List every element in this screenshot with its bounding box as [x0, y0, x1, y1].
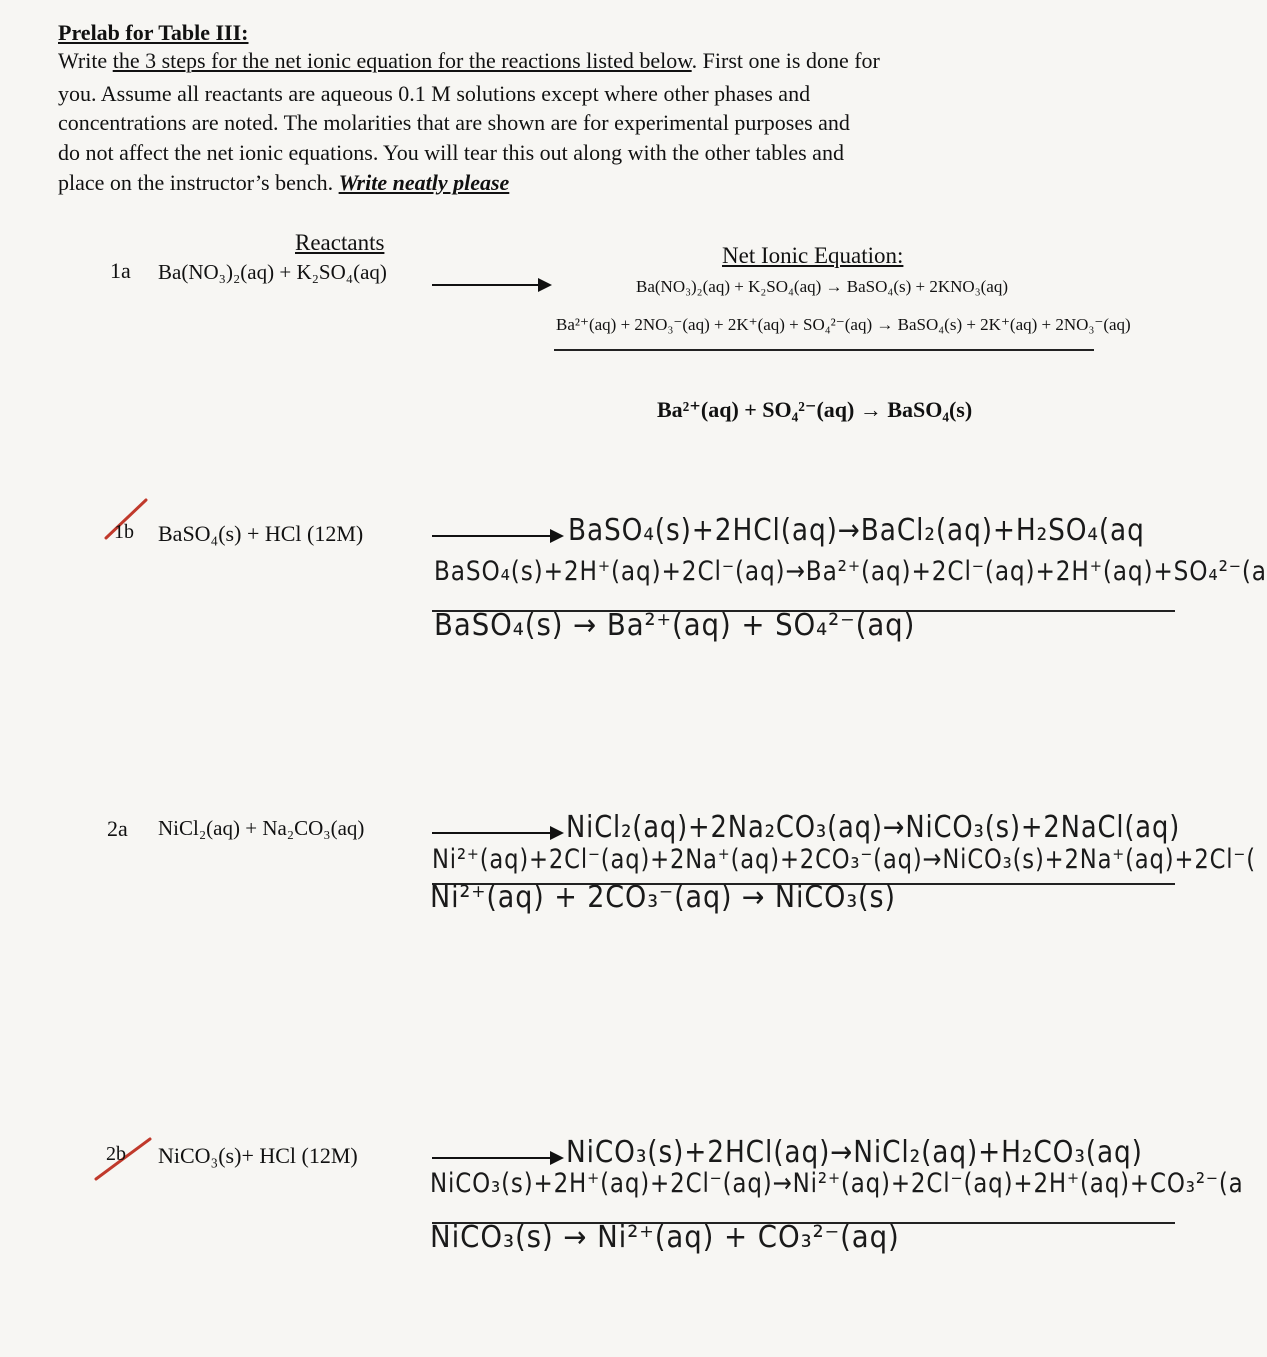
row-label-1b: 1b	[114, 521, 134, 543]
arrow-line	[432, 535, 552, 537]
reactants-header: Reactants	[295, 230, 385, 255]
arrow-head	[550, 1151, 564, 1165]
ionic-equation-1b: BaSO₄(s)+2H⁺(aq)+2Cl⁻(aq)→Ba²⁺(aq)+2Cl⁻(aq)+2H⁺(aq)+SO₄²⁻(a	[434, 556, 1267, 587]
arrow-line	[432, 832, 552, 834]
write-neatly-emphasis: Write neatly please	[338, 170, 510, 195]
row-label-2a: 2a	[107, 816, 128, 841]
arrow-head	[550, 826, 564, 840]
molecular-equation-2b: NiCO₃(s)+2HCl(aq)→NiCl₂(aq)+H₂CO₃(aq)	[566, 1135, 1143, 1170]
arrow-head	[550, 529, 564, 543]
reactants-1b: BaSO₄(s) + HCl (12M)	[158, 521, 364, 546]
page-title: Prelab for Table III:	[58, 20, 249, 45]
net-ionic-equation-2b: NiCO₃(s) → Ni²⁺(aq) + CO₃²⁻(aq)	[430, 1220, 900, 1255]
instruction-text: . First one is done for	[691, 48, 880, 73]
instruction-line-3: concentrations are noted. The molarities that are shown are for experimental purposes and	[58, 110, 850, 135]
net-ionic-header: Net Ionic Equation:	[722, 243, 904, 268]
molecular-equation-1a: Ba(NO₃)₂(aq) + K₂SO₄(aq) → BaSO₄(s) + 2KNO₃(aq)	[636, 277, 1008, 296]
net-ionic-equation-1b: BaSO₄(s) → Ba²⁺(aq) + SO₄²⁻(aq)	[434, 608, 916, 643]
reactants-1a: Ba(NO₃)₂(aq) + K₂SO₄(aq)	[158, 260, 387, 284]
instruction-line-5	[58, 170, 509, 196]
instruction-text: Write	[58, 48, 113, 73]
reactants-2b: NiCO₃(s)+ HCl (12M)	[158, 1143, 358, 1168]
arrow-line	[432, 284, 540, 286]
arrow-line	[432, 1157, 552, 1159]
instruction-line-4: do not affect the net ionic equations. You will tear this out along with the other tables and	[58, 140, 844, 165]
ionic-equation-1a: Ba²⁺(aq) + 2NO₃⁻(aq) + 2K⁺(aq) + SO₄²⁻(aq) → BaSO₄(s) + 2K⁺(aq) + 2NO₃⁻(aq)	[556, 315, 1131, 334]
ionic-equation-2a: Ni²⁺(aq)+2Cl⁻(aq)+2Na⁺(aq)+2CO₃⁻(aq)→NiCO₃(s)+2Na⁺(aq)+2Cl⁻(	[432, 844, 1256, 875]
net-ionic-equation-2a: Ni²⁺(aq) + 2CO₃⁻(aq) → NiCO₃(s)	[430, 880, 896, 915]
molecular-equation-1b: BaSO₄(s)+2HCl(aq)→BaCl₂(aq)+H₂SO₄(aq	[568, 513, 1145, 548]
instruction-underlined: the 3 steps for the net ionic equation for the reactions listed below	[112, 48, 692, 73]
instruction-line-2: you. Assume all reactants are aqueous 0.1 M solutions except where other phases and	[58, 81, 811, 106]
net-ionic-equation-1a: Ba²⁺(aq) + SO₄²⁻(aq) → BaSO₄(s)	[657, 397, 973, 422]
instruction-line-1	[58, 48, 880, 74]
instruction-text: place on the instructor’s bench.	[58, 170, 339, 195]
underline-rule	[554, 349, 1094, 351]
arrow-head	[538, 278, 552, 292]
ionic-equation-2b: NiCO₃(s)+2H⁺(aq)+2Cl⁻(aq)→Ni²⁺(aq)+2Cl⁻(aq)+2H⁺(aq)+CO₃²⁻(a	[430, 1168, 1244, 1199]
row-label-1a: 1a	[110, 258, 131, 283]
row-label-2b: 2b	[106, 1143, 126, 1165]
molecular-equation-2a: NiCl₂(aq)+2Na₂CO₃(aq)→NiCO₃(s)+2NaCl(aq)	[566, 810, 1181, 845]
reactants-2a: NiCl₂(aq) + Na₂CO₃(aq)	[158, 816, 365, 840]
